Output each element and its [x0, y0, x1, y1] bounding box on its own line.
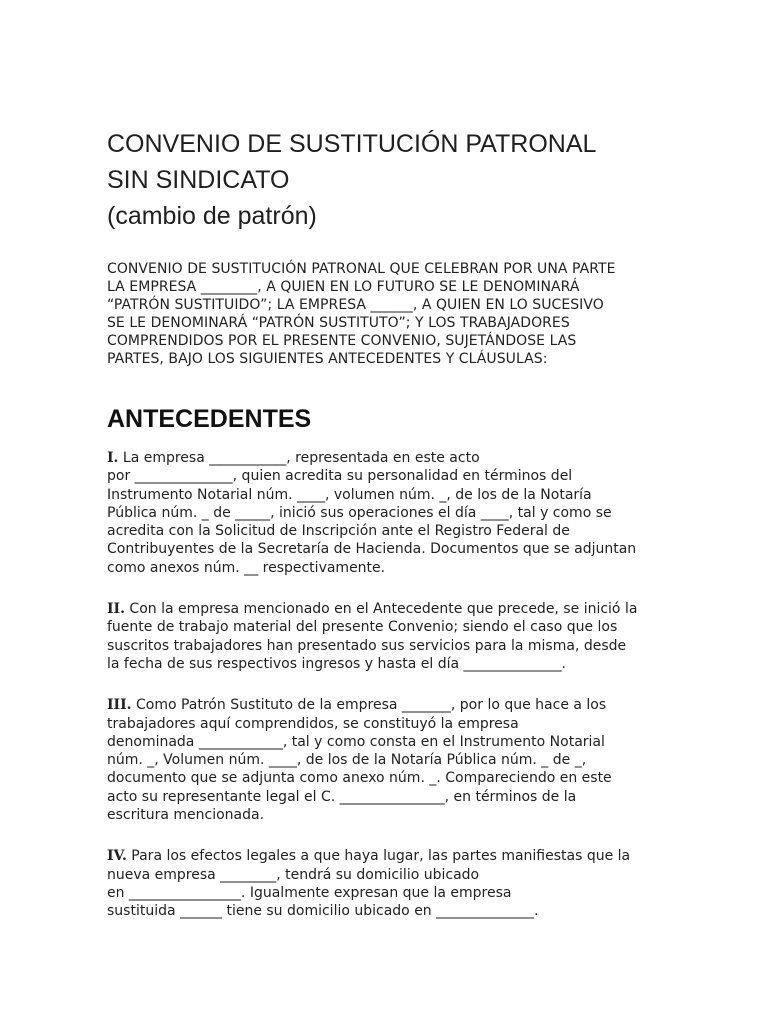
title-line-2: SIN SINDICATO [107, 166, 290, 194]
paragraph-line: documento que se adjunta como anexo núm. _. Compareciendo en este [107, 770, 612, 787]
paragraph-text: Con la empresa mencionado en el Antecedente que precede, se inició la [124, 601, 638, 618]
paragraph-line [107, 847, 718, 865]
paragraph-line: nueva empresa ________, tendrá su domicilio ubicado [107, 866, 480, 883]
paragraph-line [107, 696, 718, 714]
paragraph-line: en ________________. Igualmente expresan que la empresa [107, 884, 512, 901]
document-title [107, 126, 718, 234]
paragraph-line: trabajadores aquí comprendidos, se constituyó la empresa [107, 715, 519, 732]
intro-line: PARTES, BAJO LOS SIGUIENTES ANTECEDENTES Y CLÁUSULAS: [107, 351, 548, 367]
paragraph-line: por ______________, quien acredita su personalidad en términos del [107, 468, 573, 485]
paragraph-line [107, 449, 718, 467]
antecedente-number: III. [107, 697, 132, 714]
paragraph-line: núm. _, Volumen núm. ____, de los de la Notaría Pública núm. _ de _, [107, 752, 587, 769]
paragraph-line: como anexos núm. __ respectivamente. [107, 559, 386, 576]
intro-line: COMPRENDIDOS POR EL PRESENTE CONVENIO, SUJETÁNDOSE LAS [107, 333, 577, 349]
paragraph-line [107, 600, 718, 618]
section-heading-antecedentes: ANTECEDENTES [107, 405, 312, 433]
antecedente-paragraph-1 [107, 449, 718, 577]
title-line-3: (cambio de patrón) [107, 202, 317, 230]
paragraph-line: denominada ____________, tal y como consta en el Instrumento Notarial [107, 733, 605, 750]
paragraph-line: sustituida ______ tiene su domicilio ubicado en ______________. [107, 903, 539, 920]
antecedente-paragraph-3 [107, 696, 718, 824]
paragraph-text: La empresa ___________, representada en este acto [118, 450, 480, 466]
paragraph-line: Instrumento Notarial núm. ____, volumen núm. _, de los de la Notaría [107, 486, 592, 503]
paragraph-text: Como Patrón Sustituto de la empresa _______, por lo que hace a los [131, 697, 607, 714]
antecedente-number: II. [107, 601, 125, 618]
antecedente-paragraph-2 [107, 600, 718, 673]
paragraph-line: acto su representante legal el C. _______________, en términos de la [107, 788, 577, 805]
paragraph-line: Contribuyentes de la Secretaría de Hacienda. Documentos que se adjuntan [107, 541, 637, 558]
antecedente-number: IV. [107, 848, 127, 865]
paragraph-line: acredita con la Solicitud de Inscripción ante el Registro Federal de [107, 523, 570, 540]
intro-line: “PATRÓN SUSTITUIDO”; LA EMPRESA ______, A QUIEN EN LO SUCESIVO [107, 297, 604, 313]
antecedente-paragraph-4 [107, 847, 718, 920]
intro-line: CONVENIO DE SUSTITUCIÓN PATRONAL QUE CELEBRAN POR UNA PARTE [107, 261, 616, 277]
paragraph-line: fuente de trabajo material del presente Convenio; siendo el caso que los [107, 619, 618, 636]
title-line-1: CONVENIO DE SUSTITUCIÓN PATRONAL [107, 130, 597, 158]
paragraph-line: Pública núm. _ de _____, inició sus operaciones el día ____, tal y como se [107, 504, 612, 521]
intro-line: LA EMPRESA ________, A QUIEN EN LO FUTURO SE LE DENOMINARÁ [107, 279, 580, 295]
intro-line: SE LE DENOMINARÁ “PATRÓN SUSTITUTO”; Y LOS TRABAJADORES [107, 315, 570, 331]
intro-paragraph [107, 260, 718, 368]
paragraph-text: Para los efectos legales a que haya lugar, las partes manifiestas que la [126, 848, 631, 865]
paragraph-line: la fecha de sus respectivos ingresos y hasta el día ______________. [107, 655, 566, 672]
antecedente-number: I. [107, 450, 119, 466]
paragraph-line: escritura mencionada. [107, 807, 265, 824]
paragraph-line: suscritos trabajadores han presentado sus servicios para la misma, desde [107, 637, 627, 654]
